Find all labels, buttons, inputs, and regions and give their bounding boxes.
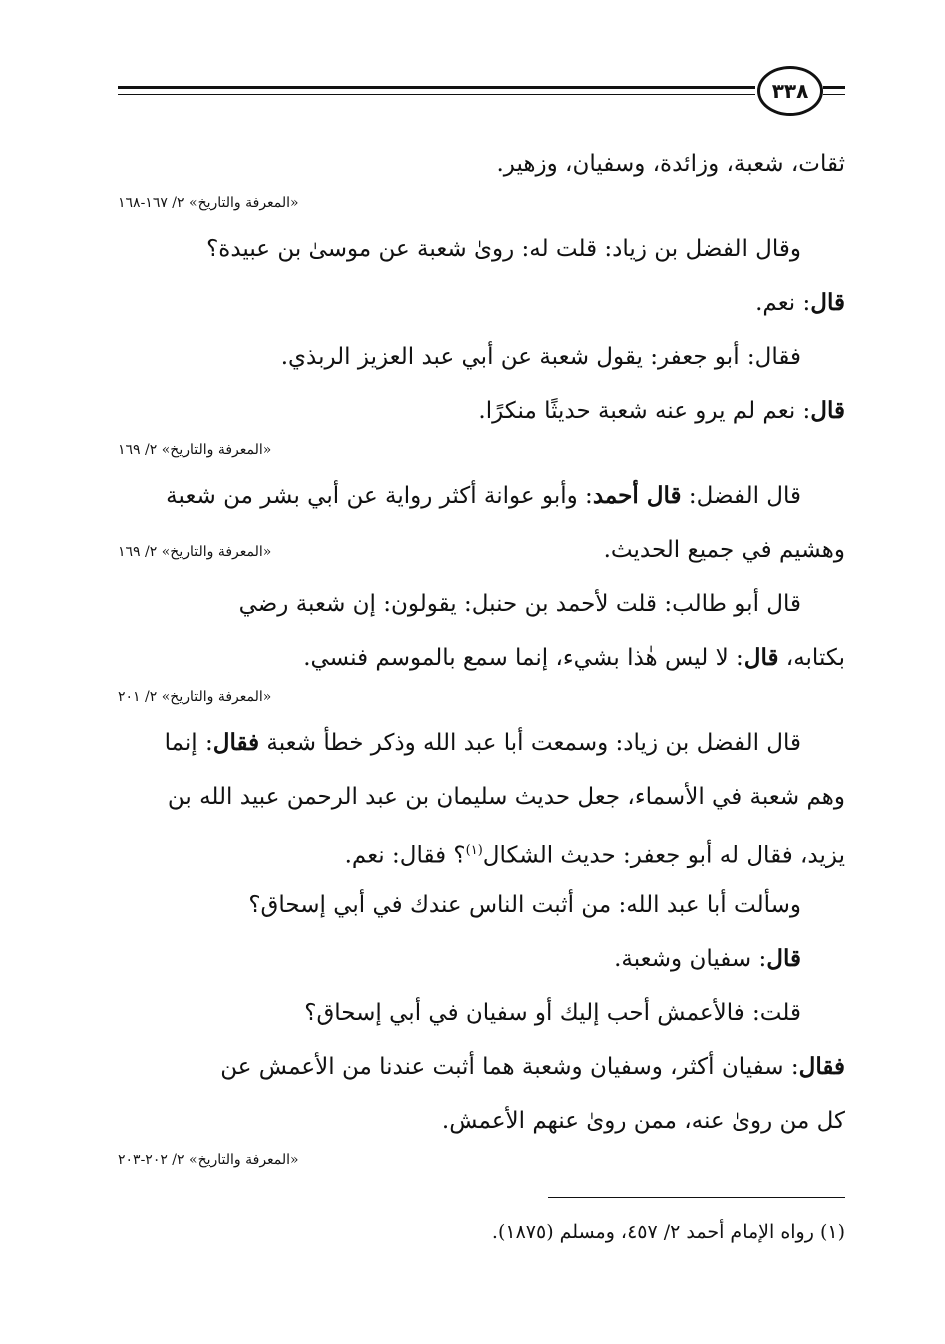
header-rule bbox=[823, 86, 845, 89]
page-header bbox=[118, 66, 845, 116]
speaker-label: قال bbox=[766, 945, 801, 972]
footnote: (١) رواه الإمام أحمد ٢/ ٤٥٧، ومسلم (١٨٧٥). bbox=[491, 1221, 845, 1243]
text-span: قال الفضل بن زياد: وسمعت أبا عبد الله وذكر خطأ شعبة bbox=[266, 730, 801, 756]
text-span: وهشيم في جميع الحديث. bbox=[603, 537, 845, 563]
text-span: : نعم. bbox=[755, 290, 811, 316]
page-body bbox=[118, 146, 845, 1188]
text-span: : وأبو عوانة أكثر رواية عن أبي بشر من شعبة bbox=[166, 483, 593, 509]
text-span: : نعم لم يرو عنه شعبة حديثًا منكرًا. bbox=[478, 398, 811, 424]
text-line: قلت: فالأعمش أحب إليك أو سفيان في أبي إسحاق؟ bbox=[304, 1000, 801, 1026]
source-citation: «المعرفة والتاريخ» ٢/ ٢٠٢-٢٠٣ bbox=[118, 1152, 299, 1168]
text-span: قال الفضل: bbox=[688, 483, 801, 509]
text-line bbox=[118, 478, 845, 532]
text-span: ؟ فقال: نعم. bbox=[344, 842, 466, 869]
text-line bbox=[118, 941, 845, 995]
source-citation: «المعرفة والتاريخ» ٢/ ١٦٩ bbox=[118, 544, 272, 560]
text-line bbox=[118, 725, 845, 779]
text-line bbox=[118, 285, 845, 339]
text-line: وقال الفضل بن زياد: قلت له: رویٰ شعبة عن موسیٰ بن عبيدة؟ bbox=[206, 236, 801, 262]
header-rule bbox=[118, 86, 755, 89]
footnote-ref[interactable]: (١) bbox=[465, 843, 483, 858]
text-line bbox=[118, 1049, 845, 1103]
header-rule bbox=[118, 94, 755, 95]
speaker-label: فقال bbox=[212, 729, 260, 756]
speaker-label: قال bbox=[743, 644, 779, 671]
text-span: يزيد، فقال له أبو جعفر: حديث الشكال bbox=[482, 842, 845, 869]
source-citation: «المعرفة والتاريخ» ٢/ ٢٠١ bbox=[118, 689, 272, 705]
text-line bbox=[118, 640, 845, 687]
speaker-label: قال bbox=[810, 397, 845, 424]
source-citation: «المعرفة والتاريخ» ٢/ ١٦٧-١٦٨ bbox=[118, 195, 299, 211]
speaker-label: فقال bbox=[798, 1053, 845, 1080]
text-line bbox=[118, 532, 845, 586]
speaker-label: قال أحمد bbox=[592, 482, 682, 509]
text-line: وسألت أبا عبد الله: من أثبت الناس عندك في أبي إسحاق؟ bbox=[248, 892, 801, 918]
speaker-label: قال bbox=[810, 289, 845, 316]
text-span: : سفيان وشعبة. bbox=[614, 946, 767, 972]
header-rule bbox=[823, 94, 845, 95]
text-span: بكتابه، bbox=[785, 645, 845, 671]
text-line: قال أبو طالب: قلت لأحمد بن حنبل: يقولون: إن شعبة رضي bbox=[238, 591, 801, 617]
text-line: كل من رویٰ عنه، ممن رویٰ عنهم الأعمش. bbox=[441, 1108, 845, 1134]
footnote-divider bbox=[548, 1197, 845, 1198]
source-citation: «المعرفة والتاريخ» ٢/ ١٦٩ bbox=[118, 442, 272, 458]
text-span: : لا ليس هٰذا بشيء، إنما سمع بالموسم فنسي. bbox=[303, 645, 744, 671]
text-span: : سفيان أكثر، وسفيان وشعبة هما أثبت عندنا من الأعمش عن bbox=[220, 1054, 799, 1080]
text-line: فقال: أبو جعفر: يقول شعبة عن أبي عبد العزيز الربذي. bbox=[280, 344, 801, 370]
text-line bbox=[118, 393, 845, 440]
text-span: : إنما bbox=[164, 730, 213, 756]
text-line: ثقات، شعبة، وزائدة، وسفيان، وزهير. bbox=[496, 151, 845, 177]
text-line bbox=[118, 833, 845, 887]
text-line: وهم شعبة في الأسماء، جعل حديث سليمان بن عبد الرحمن عبيد الله بن bbox=[167, 784, 845, 810]
page-number: ٣٣٨ bbox=[757, 66, 823, 116]
